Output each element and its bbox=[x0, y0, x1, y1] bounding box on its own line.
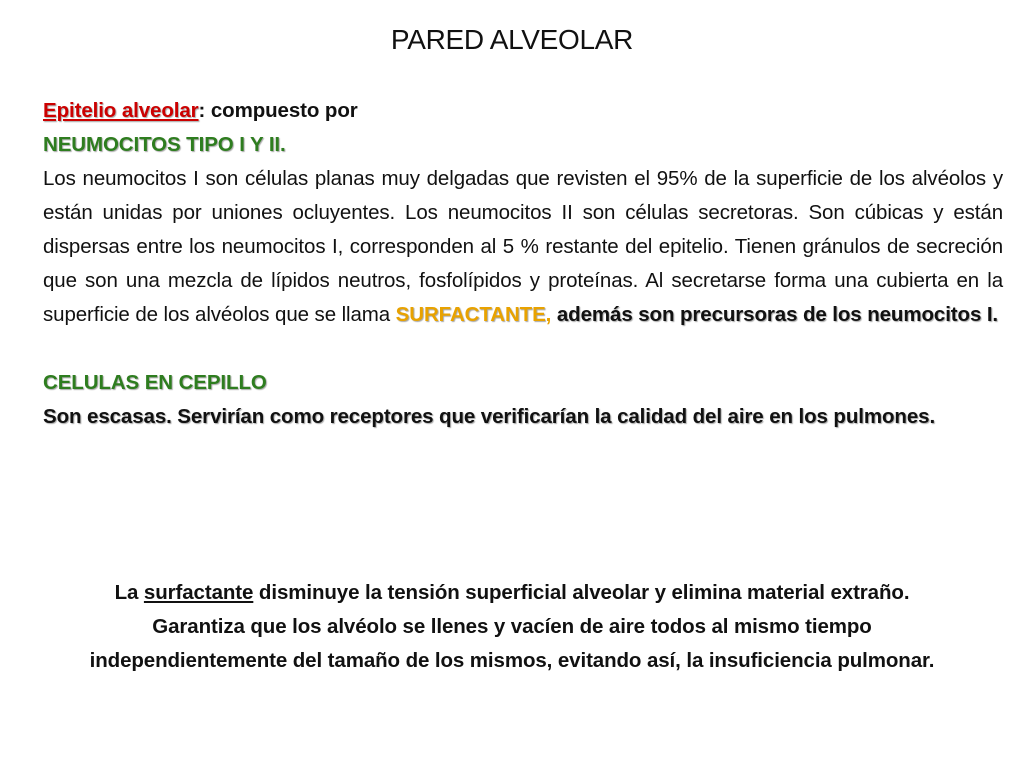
summary-text: disminuye la tensión superficial alveolar y elimina material extraño. Garantiza que los alvéolo se llenes y vacíen de aire todos al mismo tiempo independientemente del tamaño de los mismos, evitando así, la insuficiencia pulmonar. bbox=[89, 581, 935, 672]
epitelio-line bbox=[43, 94, 1003, 128]
slide-content bbox=[43, 94, 1003, 434]
summary-surfactante-word: surfactante bbox=[143, 581, 254, 604]
surfactante-comma: , bbox=[545, 303, 552, 326]
summary-prefix: La bbox=[114, 581, 144, 604]
section-spacer bbox=[43, 332, 1003, 366]
neumocitos-heading: NEUMOCITOS TIPO I Y II. bbox=[43, 133, 286, 156]
epitelio-rest: : compuesto por bbox=[198, 99, 358, 122]
cepillo-text: Son escasas. Servirían como receptores que verificarían la calidad del aire en los pulmones. bbox=[43, 405, 936, 428]
neumocitos-paragraph bbox=[43, 162, 1003, 332]
neumocitos-text: Los neumocitos I son células planas muy delgadas que revisten el 95% de la superficie de los alvéolos y están unidas por uniones ocluyentes. Los neumocitos II son células secretoras. Son cúbicas y están dispersas entre los neumocitos I, corresponden al 5 % restante del epitelio. Tienen gránulos de secreción que son una mezcla de lípidos neutros, fosfolípidos y proteínas. Al secretarse forma una cubierta en la superficie de los alvéolos que se llama bbox=[43, 167, 1003, 326]
surfactante-highlight: SURFACTANTE bbox=[395, 303, 546, 326]
epitelio-label: Epitelio alveolar bbox=[43, 99, 199, 122]
cepillo-heading: CELULAS EN CEPILLO bbox=[43, 371, 267, 394]
slide-title: PARED ALVEOLAR bbox=[390, 24, 634, 55]
precursoras-text: además son precursoras de los neumocitos I. bbox=[551, 303, 999, 326]
surfactante-summary bbox=[72, 576, 952, 678]
